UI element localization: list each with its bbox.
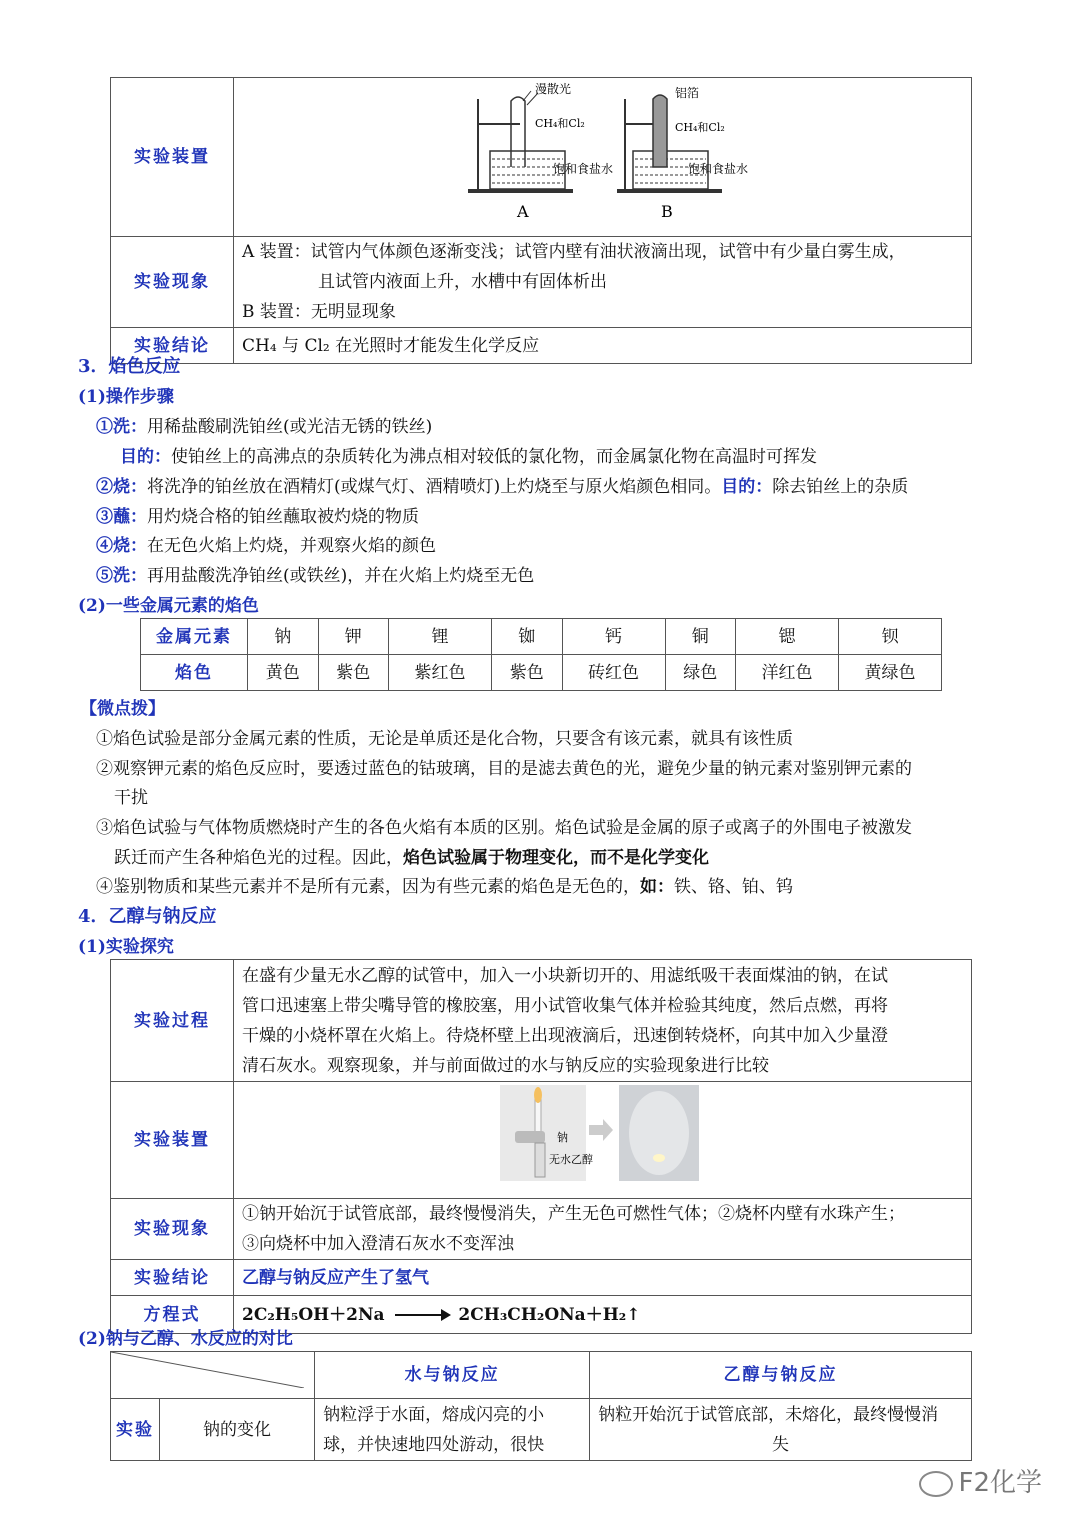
header-ethanol: 乙醇与钠反应 xyxy=(590,1352,972,1399)
conclusion-label: 实验结论 xyxy=(111,328,234,364)
ethanol-apparatus-photo xyxy=(235,1083,965,1187)
element-cell: 锂 xyxy=(389,619,492,655)
fig-a-water: 饱和食盐水 xyxy=(553,162,614,176)
phen-b-line: B 装置：无明显现象 xyxy=(242,302,396,322)
comparison-table xyxy=(110,1351,972,1461)
color-cell: 紫色 xyxy=(492,655,563,691)
fig-a-caption: A xyxy=(517,202,529,221)
header-water: 水与钠反应 xyxy=(315,1352,590,1399)
fig-b-caption: B xyxy=(661,202,673,221)
apparatus-a xyxy=(468,81,613,221)
process-line: 干燥的小烧杯罩在火焰上。待烧杯壁上出现液滴后，迅速倒转烧杯，向其中加入少量澄 xyxy=(242,1025,888,1046)
fig-b-foil: 铝箔 xyxy=(675,86,700,100)
section-3-title: 3．焰色反应 xyxy=(78,356,181,377)
element-cell: 钙 xyxy=(562,619,665,655)
process-line: 清石灰水。观察现象，并与前面做过的水与钠反应的实验现象进行比较 xyxy=(242,1055,769,1076)
device-photo-cell xyxy=(234,1082,972,1199)
diagonal-header-cell xyxy=(111,1352,315,1399)
sodium-label: 钠 xyxy=(557,1131,568,1144)
section-3-sub1: (1)操作步骤 xyxy=(78,387,174,407)
process-cell xyxy=(234,960,972,1082)
section-4-sub1: (1)实验探究 xyxy=(78,937,174,957)
equation-cell xyxy=(234,1296,972,1334)
phenomenon-label-2: 实验现象 xyxy=(111,1199,234,1260)
tip-3-line1: ③焰色试验与气体物质燃烧时产生的各色火焰有本质的区别。焰色试验是金属的原子或离子的外围电子被激发 xyxy=(96,818,912,838)
flame-header-element: 金属元素 xyxy=(141,619,248,655)
process-line: 在盛有少量无水乙醇的试管中，加入一小块新切开的、用滤纸吸干表面煤油的钠，在试 xyxy=(242,965,888,986)
color-cell: 黄绿色 xyxy=(838,655,941,691)
color-cell: 黄色 xyxy=(248,655,319,691)
process-label: 实验过程 xyxy=(111,960,234,1082)
device-figure-cell xyxy=(234,78,972,237)
color-cell: 洋红色 xyxy=(736,655,839,691)
equation-right: 2CH₃CH₂ONa＋H₂↑ xyxy=(458,1304,641,1325)
section-4-title: 4．乙醇与钠反应 xyxy=(78,906,217,927)
water-change-cell: 钠粒浮于水面，熔成闪亮的小 球，并快速地四处游动，很快 xyxy=(315,1399,590,1461)
conclusion-text: CH₄ 与 Cl₂ 在光照时才能发生化学反应 xyxy=(234,328,972,364)
color-cell: 砖红色 xyxy=(562,655,665,691)
conclusion-label-2: 实验结论 xyxy=(111,1260,234,1296)
row-group-label: 实验 xyxy=(111,1399,160,1461)
row-label: 钠的变化 xyxy=(160,1399,315,1461)
flame-color-table xyxy=(140,618,942,691)
element-cell: 钠 xyxy=(248,619,319,655)
color-cell: 绿色 xyxy=(665,655,736,691)
watermark: F2化学 xyxy=(919,1462,1043,1499)
element-cell: 铜 xyxy=(665,619,736,655)
phen-line2: ③向烧杯中加入澄清石灰水不变浑浊 xyxy=(242,1234,514,1254)
phen-line1: ①钠开始沉于试管底部，最终慢慢消失，产生无色可燃性气体；②烧杯内壁有水珠产生； xyxy=(242,1204,905,1224)
tip-2-line2: 干扰 xyxy=(114,788,148,808)
element-cell: 钡 xyxy=(838,619,941,655)
phenomenon-cell xyxy=(234,237,972,328)
section-4-sub2: (2)钠与乙醇、水反应的对比 xyxy=(78,1329,293,1349)
tip-4: ④鉴别物质和某些元素并不是所有元素，因为有些元素的焰色是无色的，如：铁、铬、铂、钨 xyxy=(96,877,793,897)
element-cell: 钾 xyxy=(318,619,389,655)
equation-label: 方程式 xyxy=(111,1296,234,1334)
section-3-sub2: (2)一些金属元素的焰色 xyxy=(78,596,259,616)
step-3: ③蘸：用灼烧合格的铂丝蘸取被灼烧的物质 xyxy=(96,507,419,527)
color-cell: 紫红色 xyxy=(389,655,492,691)
tip-1: ①焰色试验是部分金属元素的性质，无论是单质还是化合物，只要含有该元素，就具有该性质 xyxy=(96,729,793,749)
phenomenon-cell-2 xyxy=(234,1199,972,1260)
ethanol-change-cell: 钠粒开始沉于试管底部，未熔化，最终慢慢消 失 xyxy=(590,1399,972,1461)
color-cell: 紫色 xyxy=(318,655,389,691)
step-1: ①洗：用稀盐酸刷洗铂丝(或光洁无锈的铁丝) xyxy=(96,417,433,437)
step-4: ④烧：在无色火焰上灼烧，并观察火焰的颜色 xyxy=(96,536,436,556)
fig-a-light: 漫散光 xyxy=(535,82,572,96)
fig-b-gas: CH₄和Cl₂ xyxy=(675,121,725,134)
phen-a-line1: A 装置：试管内气体颜色逐渐变浅；试管内壁有油状液滴出现，试管中有少量白雾生成， xyxy=(242,242,906,262)
wechat-icon xyxy=(919,1471,953,1497)
flame-header-color: 焰色 xyxy=(141,655,248,691)
element-cell: 锶 xyxy=(736,619,839,655)
step-1-purpose: 目的：使铂丝上的高沸点的杂质转化为沸点相对较低的氯化物，而金属氯化物在高温时可挥发 xyxy=(120,447,817,467)
ethanol-label: 无水乙醇 xyxy=(549,1153,593,1166)
methane-chlorine-table xyxy=(110,77,972,364)
apparatus-diagram xyxy=(235,79,965,225)
process-line: 管口迅速塞上带尖嘴导管的橡胶塞，用小试管收集气体并检验其纯度，然后点燃，再将 xyxy=(242,995,888,1016)
step-5: ⑤洗：再用盐酸洗净铂丝(或铁丝)，并在火焰上灼烧至无色 xyxy=(96,566,535,586)
fig-b-water: 饱和食盐水 xyxy=(688,162,749,176)
element-cell: 铷 xyxy=(492,619,563,655)
phenomenon-label: 实验现象 xyxy=(111,237,234,328)
phen-a-line2: 且试管内液面上升，水槽中有固体析出 xyxy=(318,272,607,292)
device-label: 实验装置 xyxy=(111,78,234,237)
arrow-icon xyxy=(395,1314,449,1316)
tip-3-line2: 跃迁而产生各种焰色光的过程。因此，焰色试验属于物理变化，而不是化学变化 xyxy=(114,848,709,868)
equation-left: 2C₂H₅OH＋2Na xyxy=(242,1304,385,1325)
fig-a-gas: CH₄和Cl₂ xyxy=(535,117,585,130)
diagonal-line xyxy=(111,1352,304,1388)
step-2: ②烧：将洗净的铂丝放在酒精灯(或煤气灯、酒精喷灯)上灼烧至与原火焰颜色相同。目的：除去铂丝上的杂质 xyxy=(96,477,909,497)
apparatus-b xyxy=(617,86,748,221)
tip-2-line1: ②观察钾元素的焰色反应时，要透过蓝色的钴玻璃，目的是滤去黄色的光，避免少量的钠元素对鉴别钾元素的 xyxy=(96,759,912,779)
ethanol-sodium-table xyxy=(110,959,972,1334)
tip-title: 【微点拨】 xyxy=(80,699,165,719)
conclusion-text-2: 乙醇与钠反应产生了氢气 xyxy=(234,1260,972,1296)
device-label-2: 实验装置 xyxy=(111,1082,234,1199)
